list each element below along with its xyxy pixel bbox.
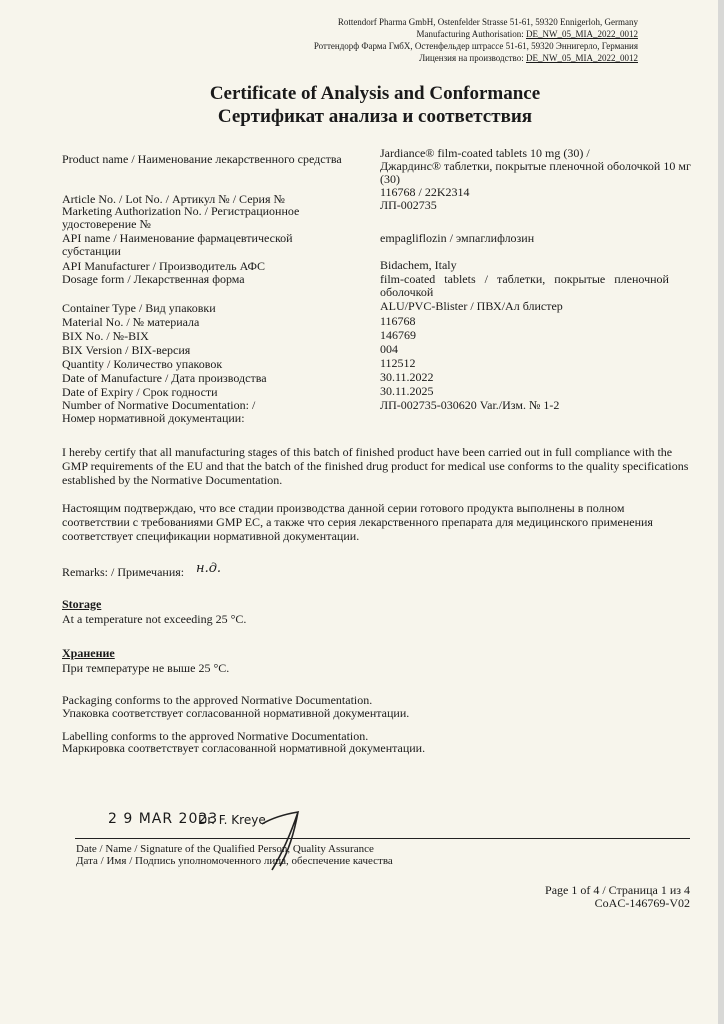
certification-en: I hereby certify that all manufacturing stages of this batch of finished product have been carried out in full compliance with the GMP requirements of the EU and that the batch of the finished drug product for medical use conforms to the quality specifications established by the Normative Documentation. <box>62 445 689 487</box>
scan-edge <box>718 0 724 1024</box>
material-label: Material No. / № материала <box>62 315 200 329</box>
api-label-2: субстанции <box>62 244 121 258</box>
dosage-label: Dosage form / Лекарственная форма <box>62 272 245 286</box>
storage-en-title: Storage <box>62 597 102 611</box>
auth-label-en: Manufacturing Authorisation: <box>416 29 524 39</box>
ma-label: Marketing Authorization No. / Регистрационное <box>62 204 300 218</box>
auth-number-ru: DE_NW_05_MIA_2022_0012 <box>526 53 638 63</box>
company-header <box>314 16 638 64</box>
material-value: 116768 <box>380 314 416 328</box>
expiry-date-value: 30.11.2025 <box>380 384 434 398</box>
container-value: ALU/PVC-Blister / ПВХ/Ал блистер <box>380 299 563 313</box>
page-number: Page 1 of 4 / Страница 1 из 4 <box>545 883 690 897</box>
labelling-en: Labelling conforms to the approved Normative Documentation. <box>62 729 369 743</box>
date-stamp: 2 9 MAR 2023 <box>108 811 219 827</box>
title-en: Certificate of Analysis and Conformance <box>209 83 541 104</box>
storage-ru-title: Хранение <box>62 646 115 660</box>
normative-doc-value: ЛП-002735-030620 Var./Изм. № 1-2 <box>380 398 560 412</box>
name-stamp: Dr. F. Kreye <box>198 813 266 827</box>
bix-version-label: BIX Version / BIX-версия <box>62 343 191 357</box>
bix-label: BIX No. / №-BIX <box>62 329 149 343</box>
container-label: Container Type / Вид упаковки <box>62 301 216 315</box>
quantity-label: Quantity / Количество упаковок <box>62 357 223 371</box>
auth-label-ru: Лицензия на производство: <box>419 53 524 63</box>
certification-ru: Настоящим подтверждаю, что все стадии производства данной серии готового продукта выполнены в полном соответствии с требованиями GMP ЕС, а также что серия лекарственного препарата для медицинского применения соответствует спецификации нормативной документации. <box>62 501 653 543</box>
packaging-en: Packaging conforms to the approved Normative Documentation. <box>62 693 373 707</box>
packaging-ru: Упаковка соответствует согласованной нормативной документации. <box>62 706 410 720</box>
normative-doc-label-2: Номер нормативной документации: <box>62 411 245 425</box>
dosage-value: film-coated tablets / таблетки, покрытые пленочной <box>380 272 669 286</box>
remarks-label: Remarks: / Примечания: <box>62 565 185 579</box>
quantity-value: 112512 <box>380 356 416 370</box>
auth-number-en: DE_NW_05_MIA_2022_0012 <box>526 29 638 39</box>
article-value: 116768 / 22K2314 <box>380 185 470 199</box>
remarks-value: н.д. <box>196 561 222 576</box>
article-label: Article No. / Lot No. / Артикул № / Серия № <box>62 192 285 206</box>
signature-caption-en: Date / Name / Signature of the Qualified Person, Quality Assurance <box>76 843 374 855</box>
signature-line <box>75 838 690 839</box>
api-mfr-value: Bidachem, Italy <box>380 258 457 272</box>
api-value: empagliflozin / эмпаглифлозин <box>380 231 535 245</box>
document-id: CoAC-146769-V02 <box>594 896 690 910</box>
ma-value: ЛП-002735 <box>380 198 437 212</box>
signature-caption-ru: Дата / Имя / Подпись уполномоченного лица, обеспечение качества <box>76 855 393 867</box>
dosage-value-2: оболочкой <box>380 285 434 299</box>
company-address-en: Rottendorf Pharma GmbH, Ostenfelder Strasse 51-61, 59320 Ennigerloh, Germany <box>337 17 638 27</box>
bix-version-value: 004 <box>380 342 398 356</box>
bix-value: 146769 <box>380 328 416 342</box>
storage-en-text: At a temperature not exceeding 25 °C. <box>62 612 247 626</box>
product-value-qty: (30) <box>380 172 400 186</box>
product-value-ru: Джардинс® таблетки, покрытые пленочной оболочкой 10 мг <box>380 159 691 173</box>
storage-ru-text: При температуре не выше 25 °C. <box>62 661 230 675</box>
expiry-date-label: Date of Expiry / Срок годности <box>62 385 218 399</box>
labelling-ru: Маркировка соответствует согласованной нормативной документации. <box>62 741 426 755</box>
api-mfr-label: API Manufacturer / Производитель АФС <box>62 259 265 273</box>
manufacture-date-label: Date of Manufacture / Дата производства <box>62 371 267 385</box>
product-label: Product name / Наименование лекарственного средства <box>62 152 342 166</box>
title-ru: Сертификат анализа и соответствия <box>217 106 533 127</box>
api-label: API name / Наименование фармацевтической <box>62 231 293 245</box>
company-address-ru: Роттендорф Фарма ГмбХ, Остенфельдер штрассе 51-61, 59320 Эннигерло, Германия <box>313 41 638 51</box>
normative-doc-label: Number of Normative Documentation: / <box>62 398 256 412</box>
product-value: Jardiance® film-coated tablets 10 mg (30) / <box>380 146 590 160</box>
manufacture-date-value: 30.11.2022 <box>380 370 434 384</box>
ma-label-2: удостоверение № <box>62 217 151 231</box>
